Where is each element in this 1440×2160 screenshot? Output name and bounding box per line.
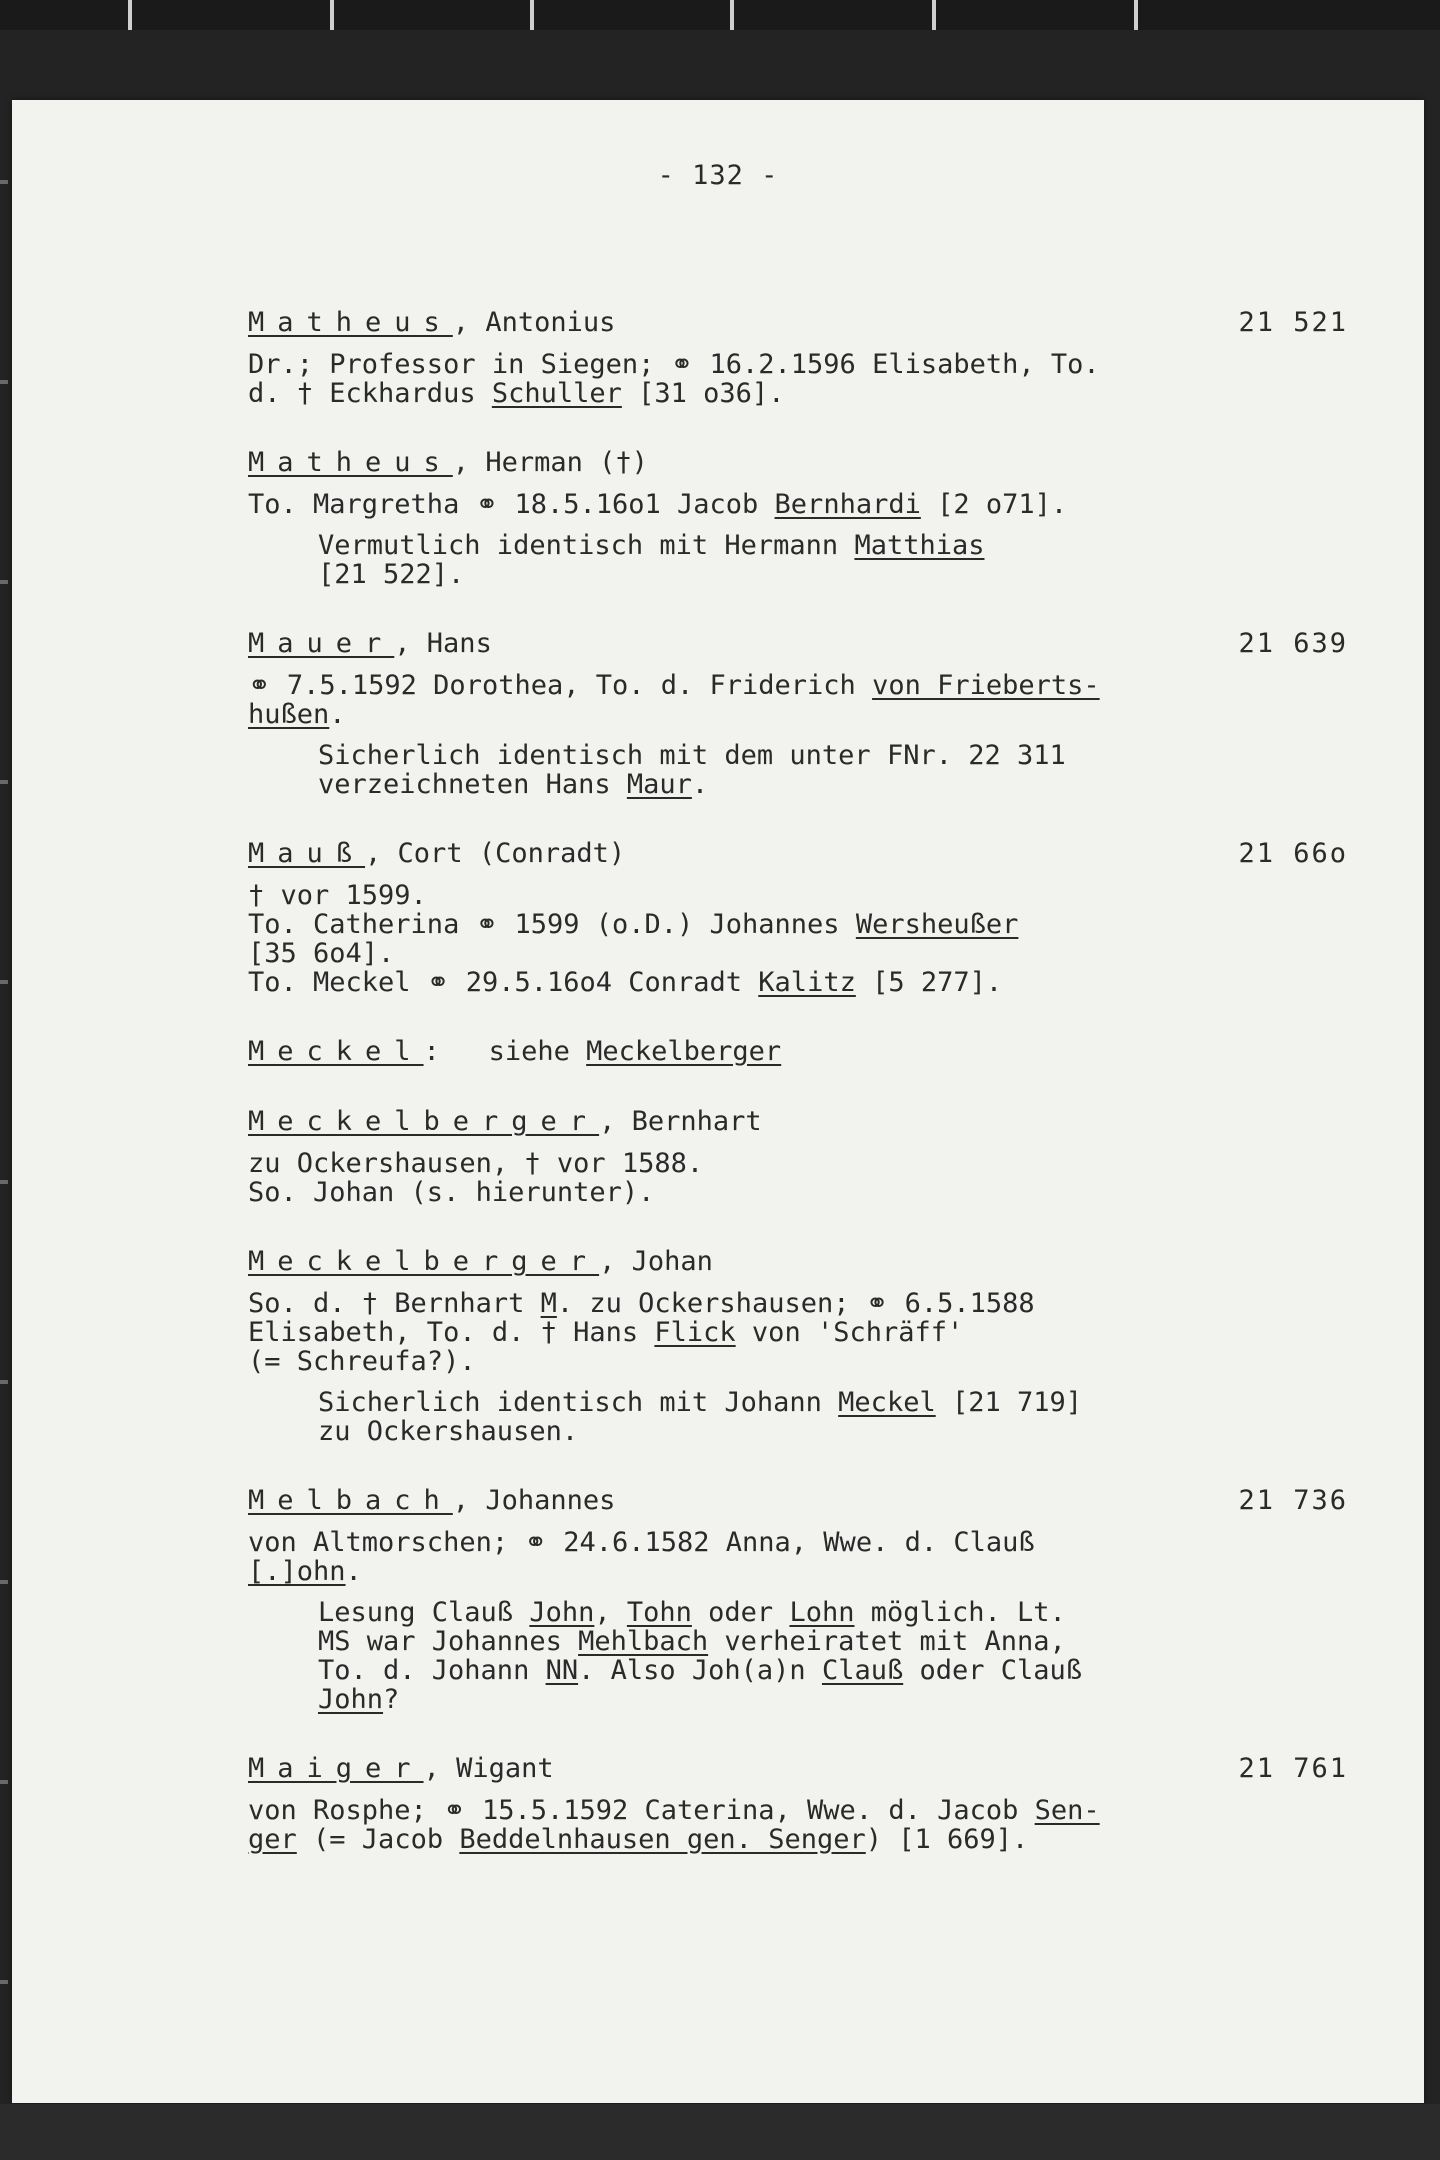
scanner-bottom-strip (0, 2104, 1440, 2160)
edge-mark (0, 380, 8, 384)
text-line (248, 1289, 1348, 1318)
edge-mark (0, 780, 8, 784)
text-line (318, 531, 1348, 560)
entry-body (248, 490, 1348, 519)
text-line (318, 1417, 1348, 1446)
text-segment: von Rosphe; ⚭ 15.5.1592 Caterina, Wwe. d. Jacob (248, 1795, 1035, 1826)
text-segment: Dr.; Professor in Siegen; ⚭ 16.2.1596 Elisabeth, To. (248, 349, 1100, 380)
underlined-name: John (529, 1597, 595, 1628)
family-number: 21 639 (1238, 628, 1348, 659)
ruler-tick (932, 0, 936, 30)
entry (248, 1247, 1348, 1446)
surname: Mauß (248, 838, 366, 869)
separator: : (423, 1036, 440, 1067)
comma: , (452, 307, 486, 338)
underlined-name: Wersheußer (855, 909, 1019, 940)
text-line (248, 1149, 1348, 1178)
underlined-name: Beddelnhausen gen. Senger (459, 1824, 866, 1855)
text-line (248, 490, 1348, 519)
text-segment: . (329, 699, 346, 730)
entry-list (248, 308, 1348, 1894)
entry-header (248, 629, 1348, 659)
edge-mark (0, 1180, 8, 1184)
family-number: 21 736 (1238, 1485, 1348, 1516)
edge-mark (0, 180, 8, 184)
text-segment: [2 o71]. (920, 489, 1068, 520)
page-number: - 132 - (657, 160, 779, 191)
underlined-name: Mehlbach (578, 1626, 709, 1657)
surname: Matheus (248, 307, 453, 338)
text-segment: Lesung Clauß (318, 1597, 530, 1628)
text-segment: To. d. Johann (318, 1655, 546, 1686)
text-segment: verzeichneten Hans (318, 769, 627, 800)
text-segment: So. Johan (s. hierunter). (248, 1177, 655, 1208)
see-target: Meckelberger (586, 1036, 782, 1067)
text-segment: oder (691, 1597, 790, 1628)
entry-body (248, 1149, 1348, 1207)
underlined-name: Maur (626, 769, 692, 800)
comma: , (599, 1106, 632, 1137)
underlined-name: [.]ohn (248, 1556, 346, 1587)
text-segment: † vor 1599. (248, 880, 427, 911)
given-name: Johannes (485, 1485, 616, 1516)
underlined-name: Sen- (1034, 1795, 1100, 1826)
text-line (248, 379, 1348, 408)
underlined-name: Schuller (491, 378, 622, 409)
text-line (248, 881, 1348, 910)
underlined-name: NN (545, 1655, 579, 1686)
comma: , (394, 628, 427, 659)
text-segment: , (594, 1597, 627, 1628)
entry-body (248, 1796, 1348, 1854)
entry-header (248, 308, 1348, 338)
entry (248, 1037, 1348, 1067)
entry-body (248, 1289, 1348, 1376)
surname: Mauer (248, 628, 395, 659)
entry (248, 1486, 1348, 1714)
given-name: Johan (631, 1246, 713, 1277)
ruler-tick (730, 0, 734, 30)
entry-body (248, 881, 1348, 997)
text-line (248, 1347, 1348, 1376)
text-line (248, 1318, 1348, 1347)
comma: , (423, 1753, 457, 1784)
given-name: Antonius (485, 307, 616, 338)
entry-header (248, 1107, 1348, 1137)
entry-header (248, 1486, 1348, 1516)
edge-mark (0, 580, 8, 584)
entry-header (248, 839, 1348, 869)
entry-note (318, 531, 1348, 589)
text-line (248, 1178, 1348, 1207)
entry-body (248, 671, 1348, 729)
text-segment: Vermutlich identisch mit Hermann (318, 530, 855, 561)
underlined-name: Meckel (838, 1387, 936, 1418)
text-line (248, 939, 1348, 968)
surname: Maiger (248, 1753, 424, 1784)
entry-note (318, 741, 1348, 799)
text-segment: ? (383, 1684, 400, 1715)
entry (248, 448, 1348, 589)
underlined-name: Tohn (626, 1597, 692, 1628)
text-segment: . (345, 1556, 362, 1587)
underlined-name: von Frieberts- (872, 670, 1100, 701)
text-line (248, 968, 1348, 997)
ruler-tick (530, 0, 534, 30)
entry-header (248, 448, 1348, 478)
see-prefix: siehe (439, 1036, 587, 1067)
ruler-tick (1134, 0, 1138, 30)
surname: Meckelberger (248, 1246, 600, 1277)
comma: , (452, 1485, 486, 1516)
text-segment: (= Jacob (296, 1824, 460, 1855)
text-segment: zu Ockershausen. (318, 1416, 579, 1447)
text-segment: [21 719] (935, 1387, 1083, 1418)
surname: Meckelberger (248, 1106, 600, 1137)
text-segment: möglich. Lt. (854, 1597, 1066, 1628)
text-line (318, 741, 1348, 770)
surname: Matheus (248, 447, 453, 478)
surname: Meckel (248, 1036, 424, 1067)
text-segment: Sicherlich identisch mit dem unter FNr. 22 311 (318, 740, 1066, 771)
text-line (248, 671, 1348, 700)
entry-body (248, 1528, 1348, 1586)
underlined-name: ger (248, 1824, 297, 1855)
text-segment: . Also Joh(a)n (578, 1655, 822, 1686)
given-name: Herman (†) (485, 447, 648, 478)
edge-mark (0, 1380, 8, 1384)
underlined-name: Matthias (854, 530, 985, 561)
underlined-name: Kalitz (758, 967, 856, 998)
edge-mark (0, 1980, 8, 1984)
text-segment: To. Catherina ⚭ 1599 (o.D.) Johannes (248, 909, 856, 940)
entry-header (248, 1754, 1348, 1784)
text-segment: d. † Eckhardus (248, 378, 492, 409)
underlined-name: Lohn (789, 1597, 855, 1628)
text-segment: ) [1 669]. (865, 1824, 1029, 1855)
entry-note (318, 1598, 1348, 1714)
text-line (248, 1528, 1348, 1557)
entry (248, 629, 1348, 799)
underlined-name: hußen (248, 699, 330, 730)
given-name: Hans (426, 628, 492, 659)
text-segment: . (691, 769, 709, 800)
text-segment: So. d. † Bernhart (248, 1288, 541, 1319)
text-segment: . zu Ockershausen; ⚭ 6.5.1588 (556, 1288, 1035, 1319)
underlined-name: Flick (654, 1317, 736, 1348)
text-line (318, 1656, 1348, 1685)
family-number: 21 761 (1238, 1753, 1348, 1784)
comma: , (599, 1246, 632, 1277)
text-segment: [5 277]. (855, 967, 1003, 998)
text-segment: (= Schreufa?). (248, 1346, 476, 1377)
entry-body (248, 350, 1348, 408)
entry (248, 1107, 1348, 1207)
underlined-name: Bernhardi (774, 489, 921, 520)
text-segment: [35 6o4]. (248, 938, 395, 969)
entry-header (248, 1247, 1348, 1277)
text-line (318, 1627, 1348, 1656)
text-segment: MS war Johannes (318, 1626, 579, 1657)
text-line (318, 1685, 1348, 1714)
entry-header (248, 1037, 1348, 1067)
scanner-top-bar (0, 0, 1440, 30)
underlined-name: John (318, 1684, 384, 1715)
given-name: Wigant (456, 1753, 554, 1784)
text-line (248, 1796, 1348, 1825)
surname: Melbach (248, 1485, 453, 1516)
text-segment: oder Clauß (903, 1655, 1083, 1686)
text-segment: von Altmorschen; ⚭ 24.6.1582 Anna, Wwe. d. Clauß (248, 1527, 1035, 1558)
ruler-tick (128, 0, 132, 30)
edge-mark (0, 1580, 8, 1584)
text-line (318, 770, 1348, 799)
underlined-name: Clauß (821, 1655, 904, 1686)
comma: , (452, 447, 486, 478)
text-segment: Elisabeth, To. d. † Hans (248, 1317, 655, 1348)
text-segment: ⚭ 7.5.1592 Dorothea, To. d. Friderich (248, 670, 873, 701)
text-line (318, 1598, 1348, 1627)
text-segment: To. Margretha ⚭ 18.5.16o1 Jacob (248, 489, 775, 520)
document-page (12, 100, 1424, 2103)
comma: , (365, 838, 398, 869)
text-segment: [31 o36]. (621, 378, 785, 409)
ruler-tick (330, 0, 334, 30)
text-line (248, 910, 1348, 939)
text-segment: Sicherlich identisch mit Johann (318, 1387, 839, 1418)
given-name: Bernhart (631, 1106, 762, 1137)
family-number: 21 521 (1238, 307, 1348, 338)
edge-mark (0, 980, 8, 984)
text-segment: verheiratet mit Anna, (708, 1626, 1066, 1657)
text-segment: zu Ockershausen, † vor 1588. (248, 1148, 704, 1179)
entry (248, 1754, 1348, 1854)
text-segment: To. Meckel ⚭ 29.5.16o4 Conradt (248, 967, 759, 998)
underlined-name: M (540, 1288, 557, 1319)
given-name: Cort (Conradt) (397, 838, 626, 869)
entry (248, 308, 1348, 408)
entry-note (318, 1388, 1348, 1446)
text-segment: von 'Schräff' (735, 1317, 964, 1348)
text-line (318, 1388, 1348, 1417)
text-line (318, 560, 1348, 589)
entry (248, 839, 1348, 997)
text-line (248, 1825, 1348, 1854)
family-number: 21 66o (1238, 838, 1348, 869)
text-line (248, 700, 1348, 729)
text-line (248, 350, 1348, 379)
edge-mark (0, 1780, 8, 1784)
text-segment: [21 522]. (318, 559, 465, 590)
text-line (248, 1557, 1348, 1586)
